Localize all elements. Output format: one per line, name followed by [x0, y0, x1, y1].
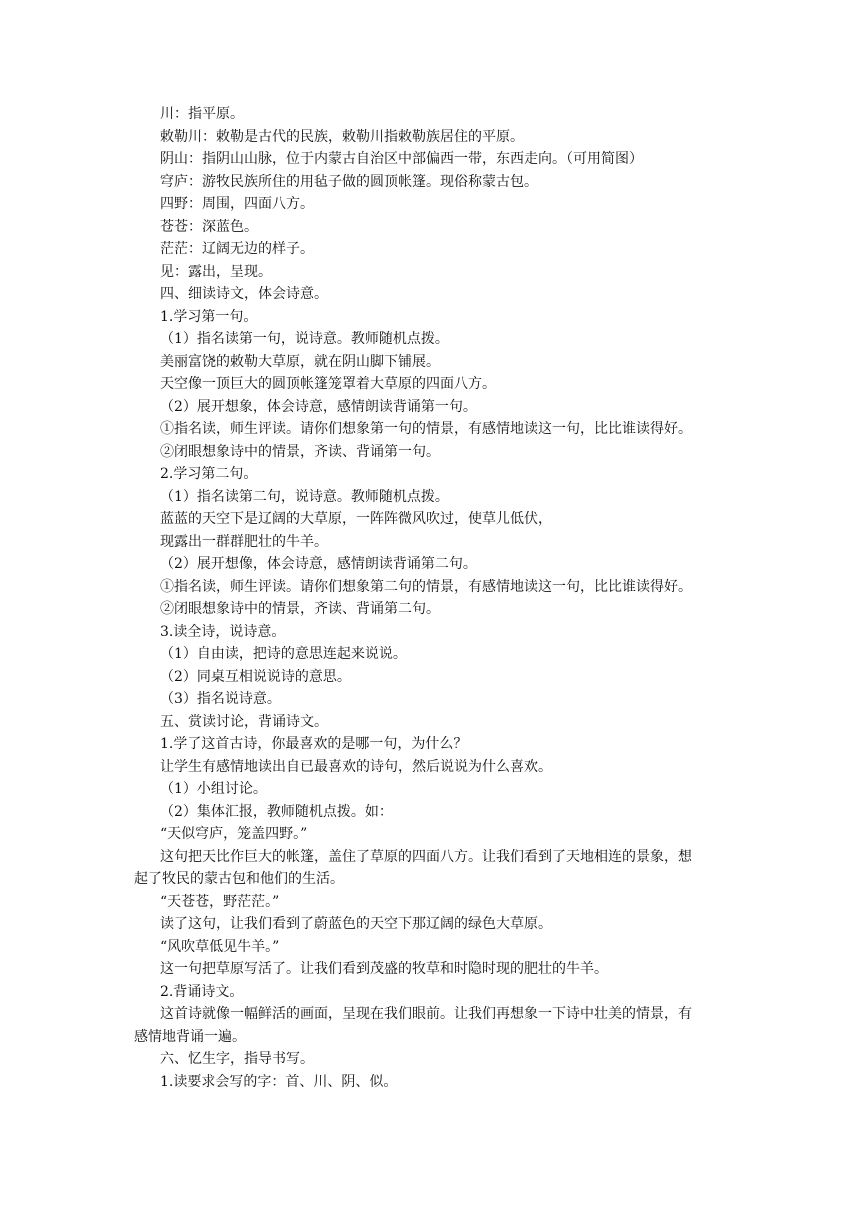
text-line: （2）集体汇报，教师随机点拨。如：	[160, 803, 393, 820]
text-line: 这句把天比作巨大的帐篷，盖住了草原的四面八方。让我们看到了天地相连的景象，想	[160, 848, 692, 865]
subsection-heading: 2.学习第二句。	[160, 466, 258, 482]
text-line: 苍苍：深蓝色。	[160, 218, 258, 235]
text-line: （1）小组讨论。	[160, 781, 267, 797]
quote-line: “风吹草低见牛羊。”	[160, 938, 280, 955]
section-heading: 六、忆生字，指导书写。	[160, 1051, 314, 1067]
text-line: （2）同桌互相说说诗的意思。	[160, 668, 351, 685]
text-line: 茫茫：辽阔无边的样子。	[160, 241, 314, 257]
text-line: 天空像一顶巨大的圆顶帐篷笼罩着大草原的四面八方。	[160, 376, 496, 392]
text-line: 美丽富饶的敕勒大草原，就在阴山脚下铺展。	[160, 353, 440, 370]
text-line: 读了这句，让我们看到了蔚蓝色的天空下那辽阔的绿色大草原。	[160, 916, 552, 932]
section-heading: 四、细读诗文，体会诗意。	[160, 286, 328, 302]
text-line: 敕勒川：敕勒是古代的民族，敕勒川指敕勒族居住的平原。	[160, 128, 524, 145]
text-line: 这首诗就像一幅鲜活的画面，呈现在我们眼前。让我们再想象一下诗中壮美的情景，有	[160, 1006, 692, 1022]
text-line: 见：露出，呈现。	[160, 263, 272, 280]
section-heading: 五、赏读讨论，背诵诗文。	[160, 713, 328, 730]
subsection-heading: 1.读要求会写的字：首、川、阴、似。	[160, 1073, 398, 1090]
subsection-heading: 3.读全诗，说诗意。	[160, 623, 286, 640]
quote-line: “天苍苍，野茫茫。”	[160, 893, 280, 910]
text-line: （1）指名读第一句，说诗意。教师随机点拨。	[160, 331, 449, 347]
text-line: （2）展开想象，体会诗意，感情朗读背诵第一句。	[160, 398, 477, 415]
text-line: 穹庐：游牧民族所住的用毡子做的圆顶帐篷。现俗称蒙古包。	[160, 173, 538, 190]
text-line: 感情地背诵一遍。	[134, 1028, 246, 1045]
text-line: ①指名读，师生评读。请你们想象第一句的情景，有感情地读这一句，比比谁读得好。	[160, 421, 692, 437]
text-line: 这一句把草原写活了。让我们看到茂盛的牧草和时隐时现的肥壮的牛羊。	[160, 961, 608, 977]
text-line: 起了牧民的蒙古包和他们的生活。	[134, 871, 344, 887]
text-line: 现露出一群群肥壮的牛羊。	[160, 533, 328, 550]
text-line: （3）指名说诗意。	[160, 691, 281, 707]
text-line: ②闭眼想象诗中的情景，齐读、背诵第二句。	[160, 601, 440, 617]
text-line: 蓝蓝的天空下是辽阔的大草原，一阵阵微风吹过，使草儿低伏，	[160, 511, 552, 527]
text-line: 川：指平原。	[160, 106, 244, 122]
text-line: （2）展开想像，体会诗意，感情朗读背诵第二句。	[160, 556, 477, 572]
subsection-heading: 1.学习第一句。	[160, 308, 258, 325]
document-page	[134, 103, 745, 1093]
text-line: （1）指名读第二句，说诗意。教师随机点拨。	[160, 488, 449, 505]
text-line: 四野：周围，四面八方。	[160, 196, 314, 212]
subsection-heading: 2.背诵诗文。	[160, 983, 244, 1000]
text-line: ②闭眼想象诗中的情景，齐读、背诵第一句。	[160, 443, 440, 460]
text-line: 让学生有感情地读出自已最喜欢的诗句，然后说说为什么喜欢。	[160, 758, 552, 775]
quote-line: “天似穹庐，笼盖四野。”	[160, 826, 308, 842]
text-line: ①指名读，师生评读。请你们想象第二句的情景，有感情地读这一句，比比谁读得好。	[160, 578, 692, 595]
text-line: （1）自由读，把诗的意思连起来说说。	[160, 646, 407, 662]
subsection-heading: 1.学了这首古诗，你最喜欢的是哪一句，为什么？	[160, 736, 468, 752]
text-line: 阴山：指阴山山脉，位于内蒙古自治区中部偏西一带，东西走向。（可用简图）	[160, 151, 643, 167]
